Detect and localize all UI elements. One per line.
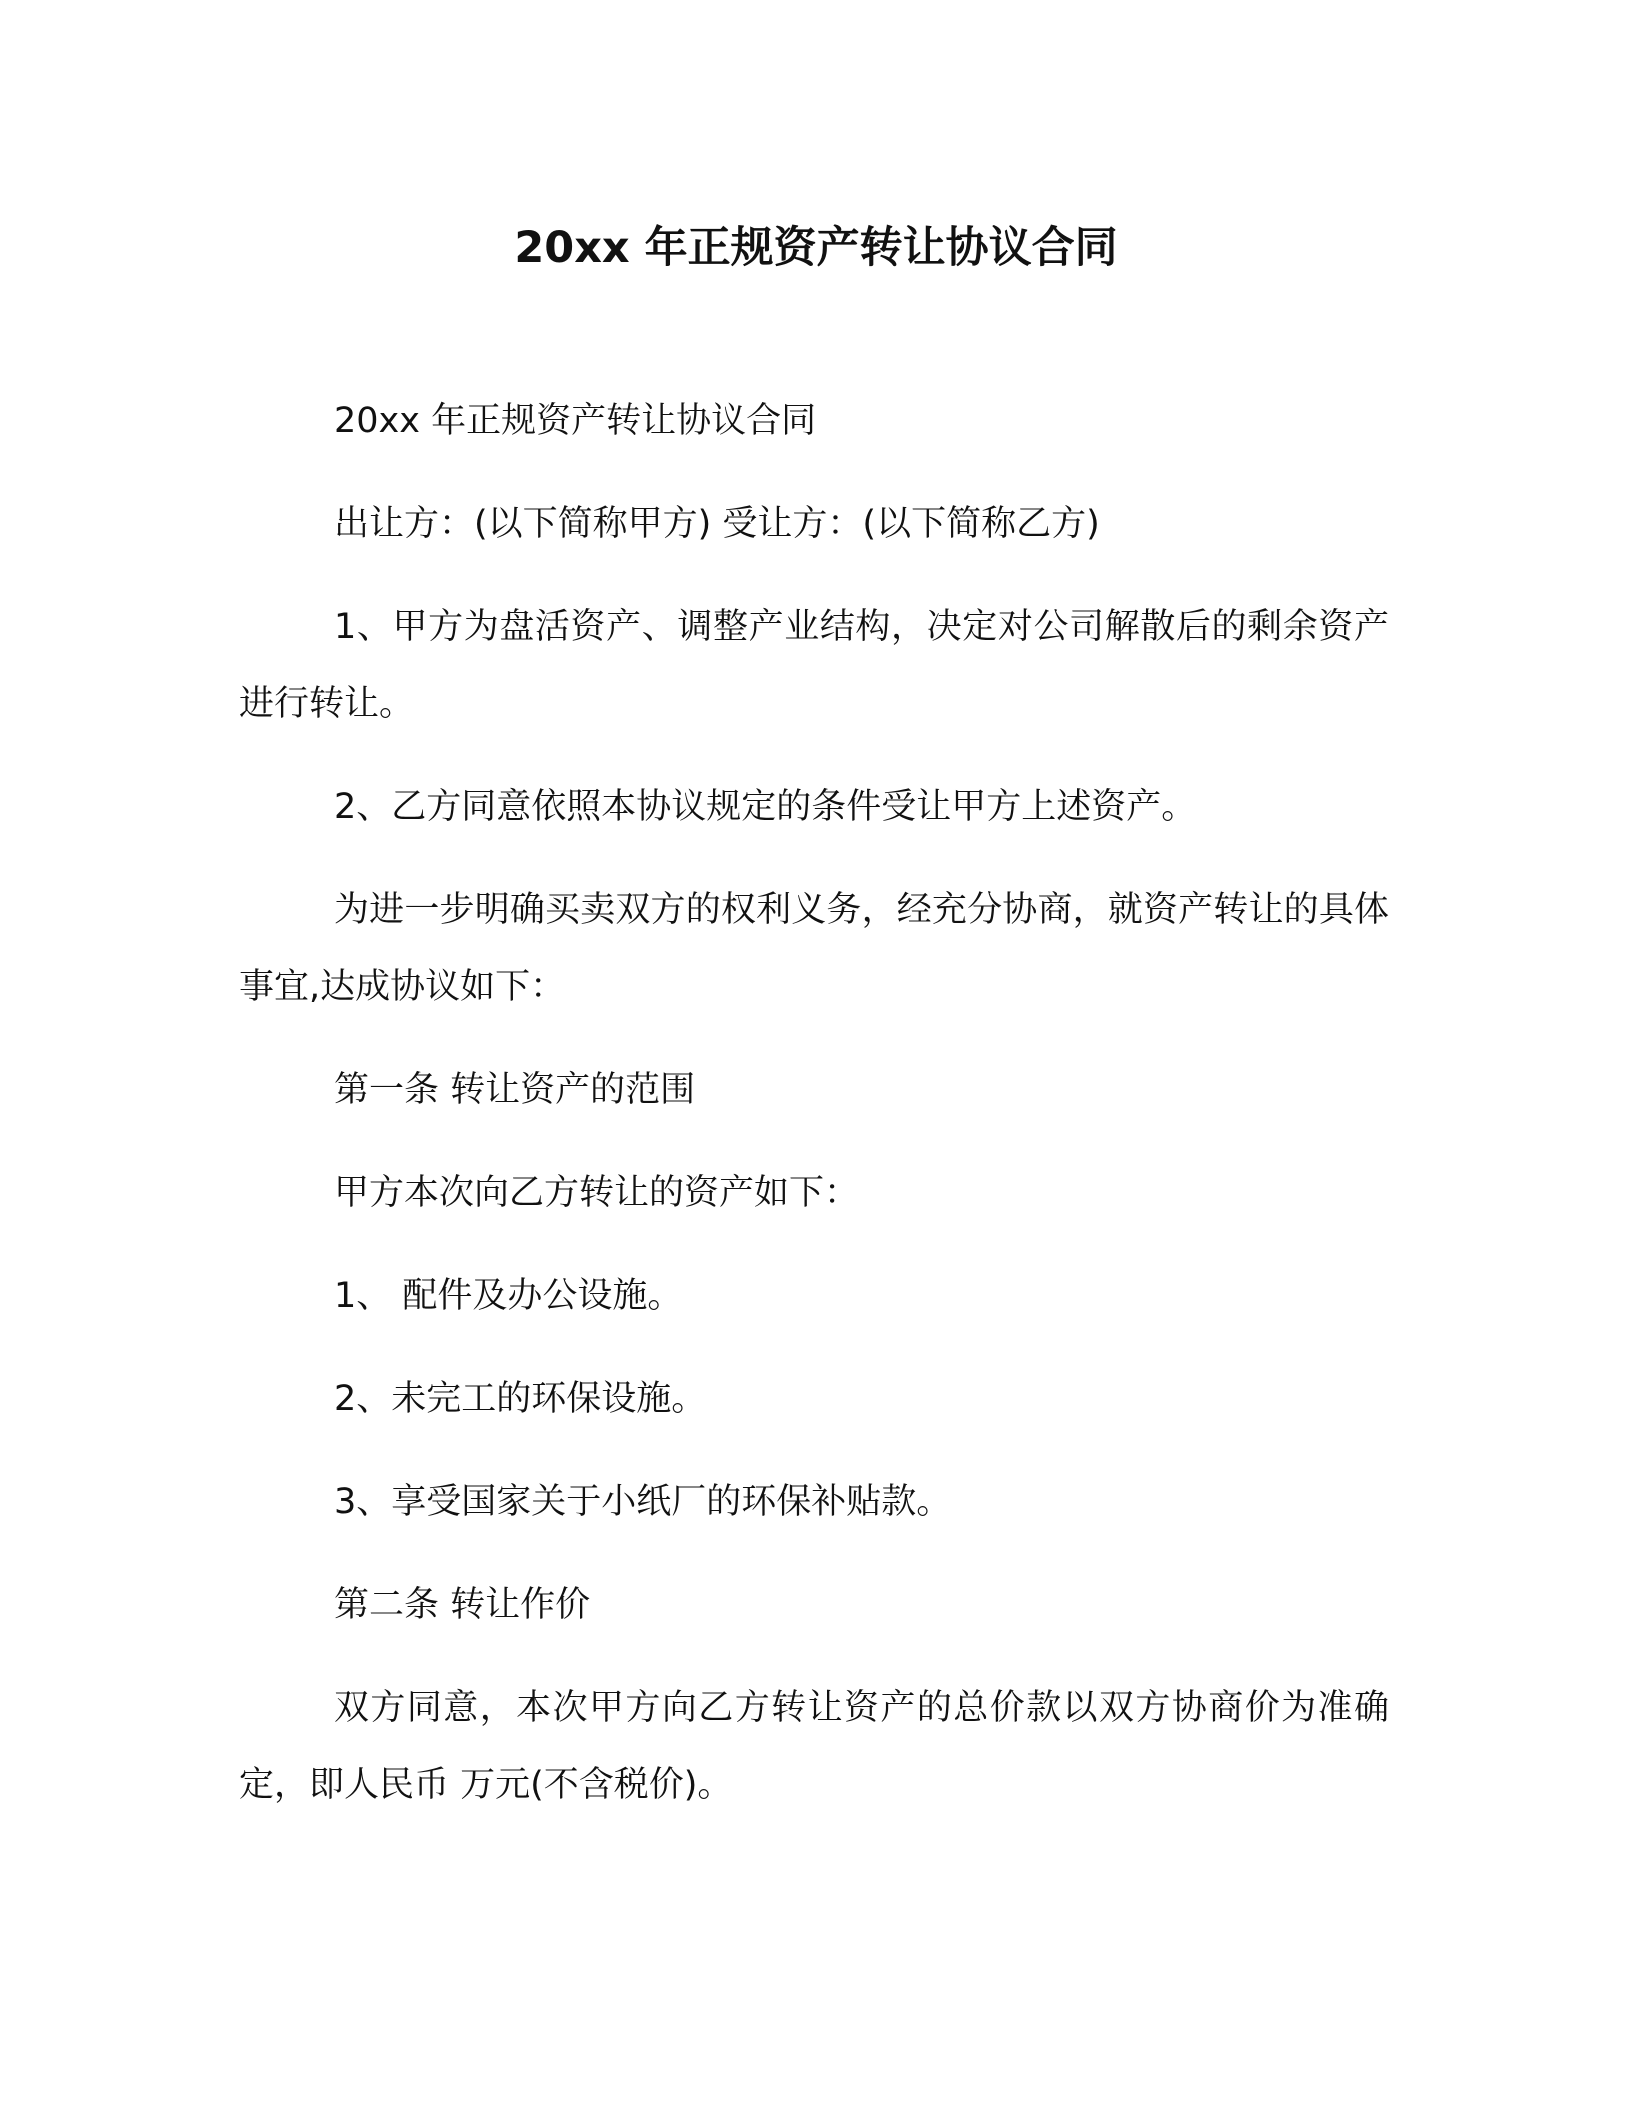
paragraph-price: 双方同意，本次甲方向乙方转让资产的总价款以双方协商价为准确定，即人民币 万元(不含税价)。 bbox=[239, 1688, 1389, 1805]
paragraph-subtitle: 20xx 年正规资产转让协议合同 bbox=[334, 401, 817, 441]
paragraph-parties: 出让方：(以下简称甲方) 受让方：(以下简称乙方) bbox=[334, 504, 1100, 544]
document-body bbox=[239, 383, 1389, 1850]
paragraph-assets-intro: 甲方本次向乙方转让的资产如下： bbox=[334, 1173, 860, 1213]
document-title: 20xx 年正规资产转让协议合同 bbox=[514, 223, 1118, 273]
paragraph-intro: 为进一步明确买卖双方的权利义务，经充分协商，就资产转让的具体事宜,达成协议如下： bbox=[239, 890, 1389, 1007]
asset-item-3: 3、享受国家关于小纸厂的环保补贴款。 bbox=[334, 1482, 952, 1522]
asset-item-1: 1、 配件及办公设施。 bbox=[334, 1276, 683, 1316]
article-2-heading: 第二条 转让作价 bbox=[334, 1585, 591, 1625]
article-1-heading: 第一条 转让资产的范围 bbox=[334, 1070, 696, 1110]
paragraph-clause-2: 2、乙方同意依照本协议规定的条件受让甲方上述资产。 bbox=[334, 787, 1197, 827]
asset-item-2: 2、未完工的环保设施。 bbox=[334, 1379, 707, 1419]
paragraph-clause-1: 1、甲方为盘活资产、调整产业结构，决定对公司解散后的剩余资产进行转让。 bbox=[239, 607, 1389, 724]
